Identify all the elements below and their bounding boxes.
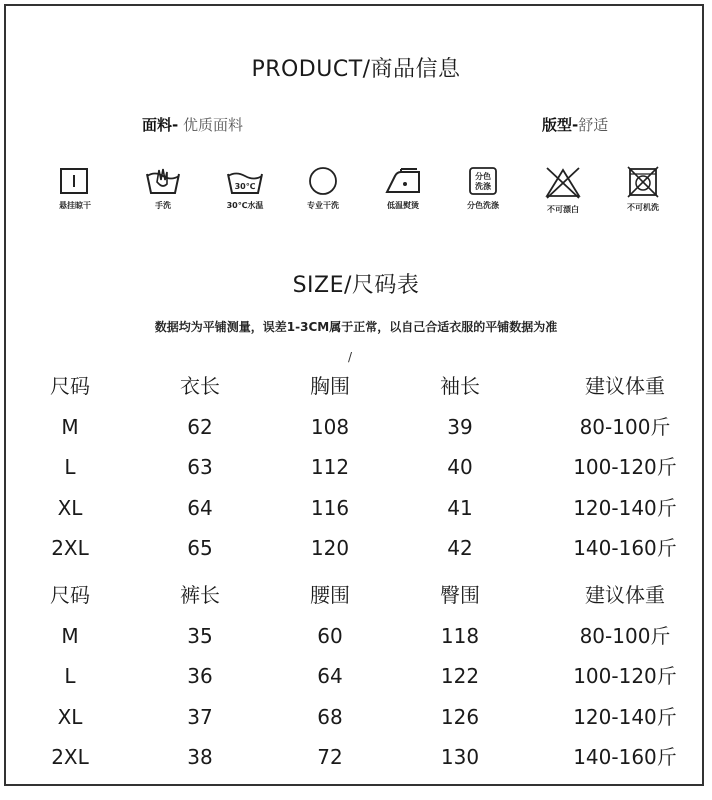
table-cell: 42	[447, 536, 473, 560]
table-cell: 38	[187, 745, 213, 769]
no-machine-wash-icon	[625, 166, 661, 198]
table-cell: 122	[440, 664, 480, 688]
slash-mark: /	[348, 350, 353, 364]
fit-key: 版型-	[542, 116, 579, 134]
table-row	[0, 407, 712, 448]
table-cell: 120	[310, 536, 350, 560]
no-bleach-icon	[543, 166, 583, 200]
header-cell: 腰围	[310, 583, 350, 607]
table-row	[0, 488, 712, 529]
fabric-key: 面料-	[142, 116, 179, 134]
wash-temp-text: 30℃	[234, 182, 256, 191]
wash-30-icon	[225, 166, 265, 196]
fit-info	[542, 114, 608, 135]
table-cell: 41	[447, 495, 473, 520]
fabric-value: 优质面料	[183, 116, 244, 134]
table-cell: 80-100斤	[579, 414, 671, 439]
care-label: 不可漂白	[547, 205, 579, 214]
care-icons	[40, 166, 680, 226]
table-cell: 35	[187, 623, 213, 648]
header-cell: 臀围	[440, 583, 480, 607]
header-cell: 尺码	[50, 583, 90, 607]
table-cell: 100-120斤	[573, 664, 677, 688]
care-item	[40, 166, 110, 211]
table-cell: 60	[317, 623, 343, 648]
table-cell: 68	[317, 704, 343, 729]
table-cell: 112	[310, 455, 350, 479]
table-cell: 2XL	[51, 745, 89, 769]
care-label: 30℃水温	[226, 201, 264, 210]
table-cell: 130	[440, 745, 480, 769]
dry-clean-icon	[306, 166, 340, 196]
care-item	[368, 166, 438, 211]
header-cell: 裤长	[180, 583, 220, 607]
header-cell: 胸围	[310, 374, 350, 398]
table-cell: 63	[187, 455, 213, 479]
care-label: 分色洗涤	[467, 201, 499, 210]
top-size-table	[0, 366, 712, 569]
table-cell: M	[61, 623, 79, 648]
table-cell: M	[61, 414, 79, 439]
table-row	[0, 528, 712, 569]
table-cell: 62	[187, 414, 213, 439]
care-item	[288, 166, 358, 211]
table-cell: 64	[187, 495, 213, 520]
table-row	[0, 697, 712, 738]
table-cell: 140-160斤	[573, 536, 677, 560]
table-cell: XL	[57, 495, 83, 520]
table-cell: 116	[310, 495, 350, 520]
table-cell: 39	[447, 414, 473, 439]
measurement-note: 数据均为平铺测量，误差1-3CM属于正常，以自己合适衣服的平铺数据为准	[154, 320, 558, 334]
separate-text-1: 分色	[475, 172, 491, 181]
care-label: 低温熨烫	[387, 201, 419, 210]
header-cell: 袖长	[440, 374, 480, 398]
table-cell: 120-140斤	[573, 704, 677, 729]
table-cell: 100-120斤	[573, 455, 677, 479]
low-iron-icon	[383, 166, 423, 196]
header-cell: 建议体重	[585, 583, 665, 607]
size-title: SIZE/尺码表	[292, 273, 420, 298]
table-header	[0, 575, 712, 616]
table-cell: 126	[440, 704, 480, 729]
care-item	[608, 166, 678, 213]
care-item	[128, 166, 198, 211]
fit-value: 舒适	[578, 116, 609, 134]
care-item	[210, 166, 280, 211]
table-cell: 40	[447, 455, 473, 479]
table-row	[0, 737, 712, 778]
care-label: 专业干洗	[307, 201, 339, 210]
bottom-size-table	[0, 575, 712, 778]
care-label: 悬挂晾干	[59, 201, 91, 210]
hand-wash-icon	[143, 166, 183, 196]
header-cell: 衣长	[180, 374, 220, 398]
table-cell: 2XL	[51, 536, 89, 560]
table-cell: 65	[187, 536, 213, 560]
separate-wash-icon	[466, 166, 500, 196]
table-cell: 118	[440, 623, 480, 648]
table-cell: L	[64, 664, 76, 688]
table-cell: 64	[317, 664, 343, 688]
table-cell: 72	[317, 745, 343, 769]
table-row	[0, 656, 712, 697]
table-cell: 36	[187, 664, 213, 688]
table-header	[0, 366, 712, 407]
table-cell: XL	[57, 704, 83, 729]
table-row	[0, 616, 712, 657]
table-row	[0, 447, 712, 488]
care-item	[528, 166, 598, 215]
care-item	[448, 166, 518, 211]
product-title: PRODUCT/商品信息	[251, 57, 461, 82]
table-cell: 80-100斤	[579, 623, 671, 648]
header-cell: 尺码	[50, 374, 90, 398]
table-cell: 108	[310, 414, 350, 439]
separate-text-2: 洗涤	[475, 182, 491, 191]
table-cell: 120-140斤	[573, 495, 677, 520]
table-cell: L	[64, 455, 76, 479]
care-label: 手洗	[155, 201, 171, 210]
hang-dry-icon	[58, 166, 92, 196]
table-cell: 140-160斤	[573, 745, 677, 769]
table-cell: 37	[187, 704, 213, 729]
header-cell: 建议体重	[585, 374, 665, 398]
care-label: 不可机洗	[627, 203, 659, 212]
fabric-info	[142, 114, 243, 135]
